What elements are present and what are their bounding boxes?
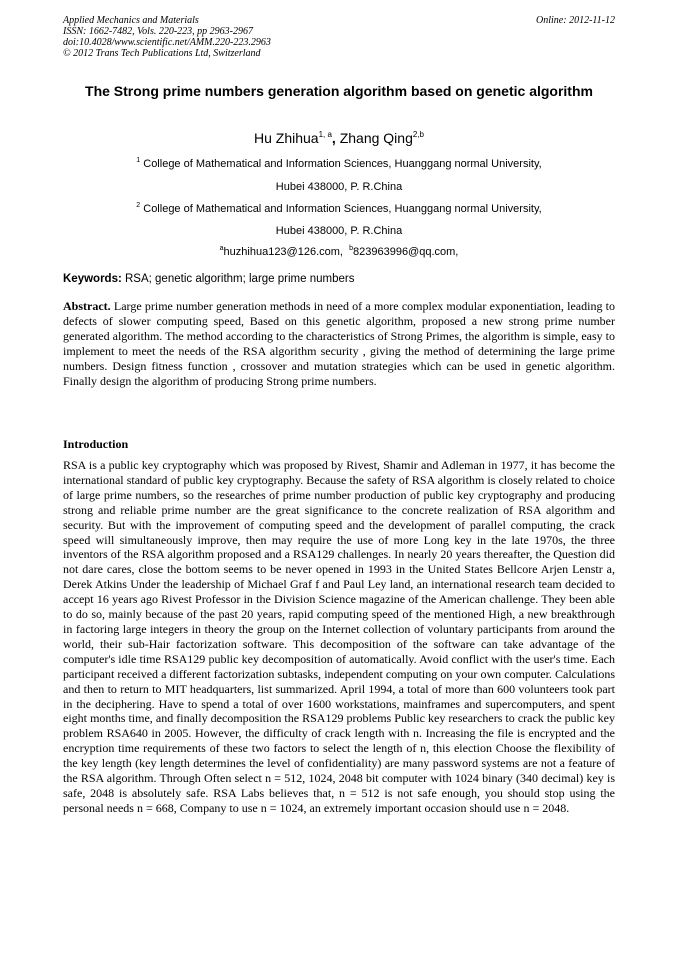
author-name: Zhang Qing [339,130,413,146]
author-line: Hu Zhihua$^{1, a}$, Zhang Qing$^{2,b}$ [253,130,424,146]
email-address: huzhihua123@126.com, [223,246,343,258]
journal-header [63,15,615,59]
abstract-label: Abstract. [63,299,111,313]
issn-line: ISSN: 1662-7482, Vols. 220-223, pp 2963-2967 [63,26,253,37]
copyright-line: © 2012 Trans Tech Publications Ltd, Switzerland [63,48,261,59]
abstract-text: Large prime number generation methods in need of a more complex modular exponentiation, leading to defects of slower computing speed, Based on this genetic algorithm, proposed a new strong prime number generated algorithm. The method according to the characteristics of Strong Primes, the algorithm is simple, easy to implement to meet the needs of the RSA algorithm security , giving the method of determining the large prime numbers. Design fitness function , crossover and mutation strategies which can be used in genetic algorithm. Finally design the algorithm of producing Strong prime numbers. [63,299,615,388]
journal-name: Applied Mechanics and Materials [63,15,199,26]
affiliation-text: College of Mathematical and Information Sciences, Huanggang normal University, [143,158,542,170]
doi-line: doi:10.4028/www.scientific.net/AMM.220-223.2963 [63,37,271,48]
affiliation-marker: 1 [136,157,141,164]
section-heading-introduction: Introduction [63,437,129,451]
keywords [63,272,615,286]
affiliation-address: Hubei 438000, P. R.China [275,181,403,193]
affiliation-2 [63,202,615,216]
affiliation-2-address [63,224,615,238]
email-marker: b [349,245,353,252]
introduction-paragraph: RSA is a public key cryptography which was proposed by Rivest, Shamir and Adleman in 1977, it has become the international standard of public key cryptography. Because the safety of RSA algorithm is closely related to choice of large prime numbers, so the researches of prime number production of public key cryptography and producing strong and reliable prime number are the great significance to the concrete realization of RSA algorithm and security. But with the improvement of computing speed and the development of parallel computing, the crack speed will simultaneously improve, then may require the use of more Long key in the late 1970s, the three inventors of the RSA algorithm proposed and a RSA129 challenges. In nearly 20 years thereafter, the Question did not dare cares, close the bottom seems to be never opened in 1993 in the United States Bellcore Arjen Lenstr a, Derek Atkins Under the leadership of Michael Graf f and Paul Ley land, an international research team decided to accept 16 years ago Rivest Professor in the Division Science magazine of the American challenge. They been able to do so, mainly because of the past 20 years, rapid computing speed of the mentioned High, a new breakthrough in factoring large integers in theory the group on the Internet collection of voluntary participants from around the world, their sub-Hair factorization software. This decomposition of the software can take advantage of the computer's idle time RSA129 public key decomposition of automatically. Avoid conflict with the user's time. Each participant received a different factorization subtasks, independent computing on your own computer. Calculations and then to return to MIT headquarters, list summarized. April 1994, a total of more than 600 volunteers took part in the deciphering. Have to spend a total of over 1600 workstations, mainframes and supercomputers, and spent eight months time, and finally decomposition the RSA129 problems Public key researchers to crack the public key problem RSA640 in 2005. However, the difficulty of crack length with n. Increasing the file is encrypted and the encryption time requirements of these two factors to select the length of n, this election Choose the flexibility of the key length (key length determines the level of confidentiality) are many password systems are not a feature of the RSA algorithm. Through Often select n = 512, 1024, 2048 bit computer with 1024 binary (340 decimal) key is safe, 2048 is absolutely safe. RSA Labs believes that, n = 512 is not safe enough, you should stop using the personal needs n = 668, Company to use n = 1024, an extremely important occasion should use n = 2048. [63,458,615,815]
email-marker: a [219,245,224,252]
author-superscript: 1, a [318,130,332,139]
affiliation-1 [63,157,615,171]
keywords-text: RSA; genetic algorithm; large prime numbers [125,273,355,285]
author-name: Hu Zhihua [253,130,319,146]
affiliation-1-address [63,180,615,194]
affiliation-text: College of Mathematical and Information Sciences, Huanggang normal University, [143,203,542,215]
email-line [63,245,615,259]
author-superscript: 2,b [412,130,424,139]
affiliation-address: Hubei 438000, P. R.China [275,225,403,237]
affiliation-marker: 2 [136,202,141,209]
online-date: Online: 2012-11-12 [536,15,615,26]
abstract [63,299,615,388]
paper-title: The Strong prime numbers generation algorithm based on genetic algorithm [85,83,593,99]
email-address: 823963996@qq.com, [353,246,459,258]
keywords-label: Keywords: [63,273,122,285]
